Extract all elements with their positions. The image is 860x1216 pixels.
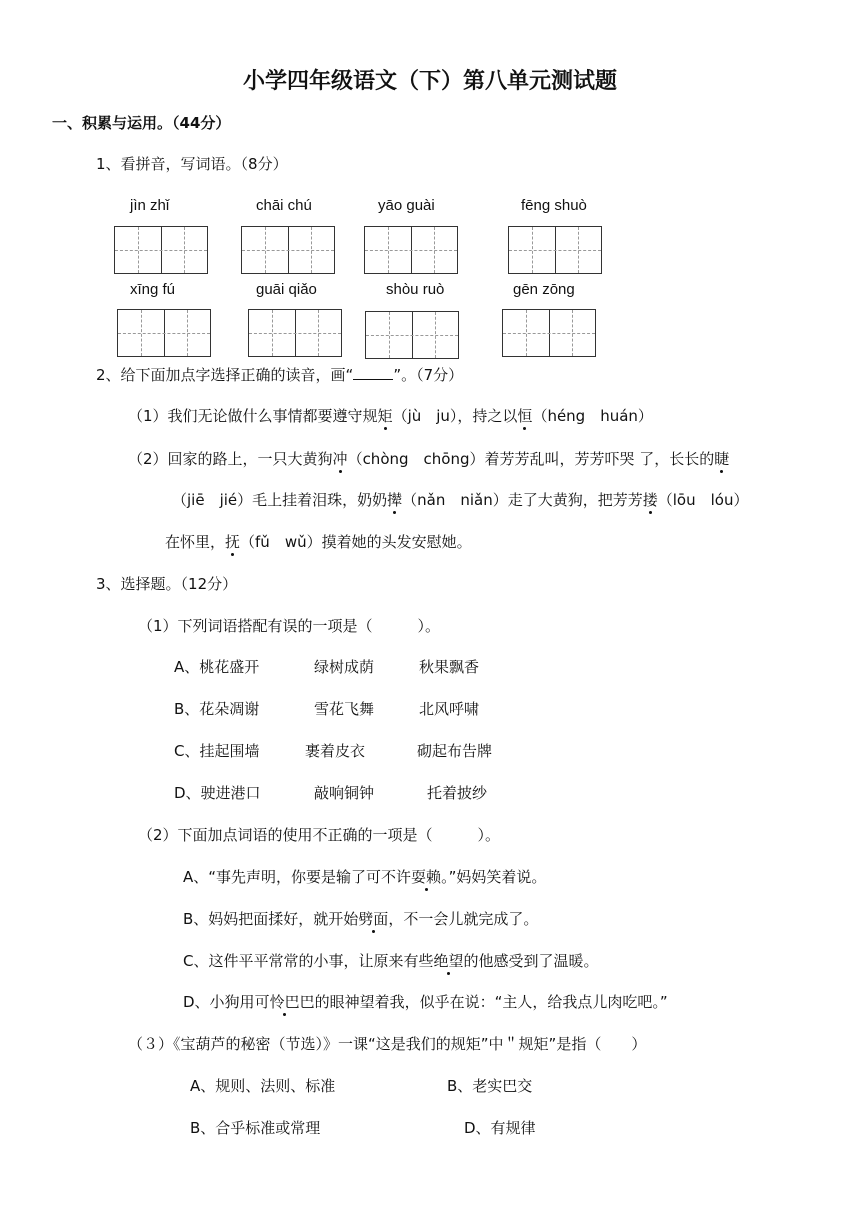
sentence-text: 在怀里， — [165, 533, 226, 551]
question-3-heading: 3、选择题。（12分） — [96, 575, 238, 593]
option-word: C、挂起围墙 — [174, 742, 260, 760]
question-1-heading: 1、看拼音，写词语。（8分） — [96, 155, 288, 173]
dotted-char: 搂 — [642, 491, 658, 509]
pinyin-choice[interactable]: （jù ju），持之以 — [392, 407, 518, 425]
writing-grid[interactable] — [364, 226, 458, 274]
option-word: 裹着皮衣 — [305, 742, 366, 760]
pinyin-choice[interactable]: （fǔ wǔ）摸着她的头发安慰她。 — [240, 533, 472, 551]
option-word: 雪花飞舞 — [314, 700, 375, 718]
option-c[interactable] — [183, 950, 599, 971]
sentence-text: 的他感受到了温暖。 — [463, 952, 599, 970]
pinyin-label: xīng fú — [130, 281, 176, 298]
dotted-word: 可怜巴巴 — [254, 993, 315, 1011]
writing-grid[interactable] — [241, 226, 335, 274]
dotted-char: 抚 — [225, 533, 241, 551]
dotted-word: 劈面 — [358, 910, 389, 928]
pinyin-label: gēn zōng — [513, 281, 575, 298]
sub-question-1: （1）下列词语搭配有误的一项是（ ）。 — [138, 617, 441, 635]
question-2-heading-text: ”。（7分） — [393, 366, 464, 384]
sentence-text: A、“事先声明，你要是输了可不许 — [183, 868, 412, 886]
dotted-word: 耍赖 — [411, 868, 442, 886]
question-2-heading — [96, 364, 463, 385]
option-word: D、驶进港口 — [174, 784, 261, 802]
writing-grid[interactable] — [508, 226, 602, 274]
dotted-char: 矩 — [377, 407, 393, 425]
option-d[interactable] — [174, 782, 488, 803]
option-b[interactable]: B、老实巴交 — [447, 1077, 533, 1095]
pinyin-label: yāo guài — [378, 197, 435, 214]
pinyin-label: chāi chú — [256, 197, 312, 214]
pinyin-label: shòu ruò — [386, 281, 445, 298]
option-c[interactable] — [174, 740, 493, 761]
dotted-char: 恒 — [517, 407, 533, 425]
pinyin-choice[interactable]: （lōu lóu） — [657, 491, 749, 509]
sentence-text: 的眼神望着我，似乎在说：“主人，给我点儿肉吃吧。” — [314, 993, 668, 1011]
writing-grid[interactable] — [117, 309, 211, 357]
option-word: B、花朵凋谢 — [174, 700, 260, 718]
sentence-text: （2）回家的路上，一只大黄狗 — [128, 450, 333, 468]
option-c[interactable]: B、合乎标准或常理 — [190, 1119, 321, 1137]
dotted-word: 绝望 — [433, 952, 464, 970]
pinyin-label: fēng shuò — [521, 197, 587, 214]
dotted-char: 睫 — [714, 450, 730, 468]
option-word: A、桃花盛开 — [174, 658, 260, 676]
dotted-char: 撵 — [387, 491, 403, 509]
writing-grid[interactable] — [114, 226, 208, 274]
option-word: 砌起布告牌 — [417, 742, 493, 760]
pinyin-label: jìn zhǐ — [130, 197, 170, 214]
question-2-item-2 — [128, 448, 729, 469]
pinyin-choice[interactable]: （jiē jié）毛上挂着泪珠，奶奶 — [172, 491, 388, 509]
sentence-text: D、小狗用 — [183, 993, 255, 1011]
writing-grid[interactable] — [248, 309, 342, 357]
option-a[interactable] — [183, 866, 546, 887]
option-a[interactable]: A、规则、法则、标准 — [190, 1077, 336, 1095]
sentence-text: C、这件平平常常的小事，让原来有些 — [183, 952, 434, 970]
question-2-heading-text: 2、给下面加点字选择正确的读音，画“ — [96, 366, 354, 384]
option-d[interactable] — [183, 991, 668, 1012]
sentence-text: 。”妈妈笑着说。 — [441, 868, 547, 886]
pinyin-choice[interactable]: （chòng chōng）着芳芳乱叫，芳芳吓哭 了，长长的 — [347, 450, 715, 468]
sentence-text: ，不一会儿就完成了。 — [388, 910, 539, 928]
option-word: 秋果飘香 — [419, 658, 480, 676]
option-word: 绿树成荫 — [314, 658, 375, 676]
option-word: 托着披纱 — [427, 784, 488, 802]
section-heading: 一、积累与运用。（44分） — [52, 114, 231, 132]
pinyin-label: guāi qiǎo — [256, 281, 317, 298]
question-2-item-2-line-3 — [165, 531, 472, 552]
writing-grid[interactable] — [502, 309, 596, 357]
page-title: 小学四年级语文（下）第八单元测试题 — [242, 69, 617, 94]
option-word: 敲响铜钟 — [314, 784, 375, 802]
option-word: 北风呼啸 — [419, 700, 480, 718]
pinyin-choice[interactable]: （nǎn niǎn）走了大黄狗，把芳芳 — [402, 491, 643, 509]
sub-question-3: （３）《宝葫芦的秘密（节选）》一课“这是我们的规矩”中＂规矩”是指（ ） — [128, 1035, 647, 1053]
dotted-char: 冲 — [332, 450, 348, 468]
option-a[interactable] — [174, 656, 480, 677]
option-b[interactable] — [183, 908, 538, 929]
writing-grid[interactable] — [365, 311, 459, 359]
sentence-text: B、妈妈把面揉好，就开始 — [183, 910, 359, 928]
option-b[interactable] — [174, 698, 480, 719]
sub-question-2: （2）下面加点词语的使用不正确的一项是（ ）。 — [138, 826, 501, 844]
pinyin-choice[interactable]: （héng huán） — [532, 407, 653, 425]
question-2-item-2-line-2 — [172, 489, 748, 510]
question-2-item-1 — [128, 405, 653, 426]
option-d[interactable]: D、有规律 — [464, 1119, 536, 1137]
answer-blank-example — [353, 365, 393, 380]
sentence-text: （1）我们无论做什么事情都要遵守规 — [128, 407, 378, 425]
